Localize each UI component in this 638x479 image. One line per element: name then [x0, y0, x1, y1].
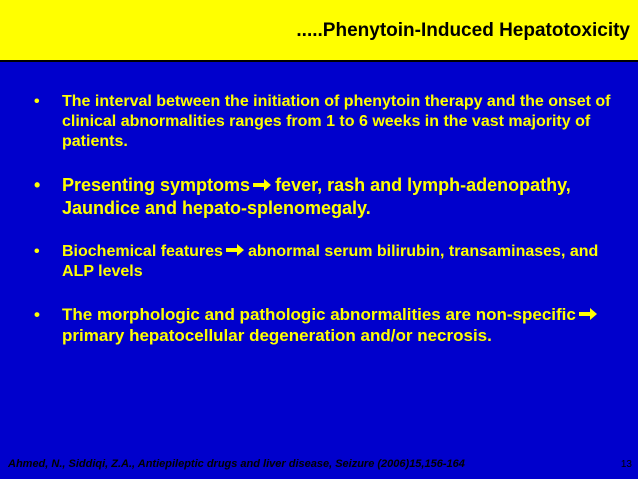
right-arrow-icon — [578, 307, 598, 321]
right-arrow-icon — [225, 243, 245, 257]
bullet-dot: • — [34, 305, 40, 324]
right-arrow-icon — [252, 178, 272, 192]
bullet-text: The interval between the initiation of phenytoin therapy and the onset of clinical abnormalities ranges from 1 to 6 weeks in the vast majority of patients. — [62, 93, 611, 150]
slide-title: .....Phenytoin-Induced Hepatotoxicity — [296, 20, 630, 41]
bullet-item — [32, 242, 612, 282]
page-number: 13 — [620, 459, 632, 470]
bullet-dot: • — [34, 243, 40, 260]
bullet-text: primary hepatocellular degeneration and/or necrosis. — [62, 326, 492, 345]
bullet-list — [32, 92, 612, 368]
title-bar — [0, 0, 638, 62]
bullet-item — [32, 92, 612, 152]
citation: Ahmed, N., Siddiqi, Z.A., Antiepileptic drugs and liver disease, Seizure (2006)15,156-164 — [8, 458, 465, 470]
bullet-text: abnormal serum bilirubin, transaminases, and ALP levels — [62, 243, 599, 280]
bullet-dot: • — [34, 93, 40, 110]
bullet-item — [32, 174, 612, 220]
bullet-text: The morphologic and pathologic abnormalities are non-specific — [62, 305, 576, 324]
bullet-text: fever, rash and lymph-adenopathy, Jaundice and hepato-splenomegaly. — [62, 175, 571, 218]
bullet-text: Presenting symptoms — [62, 175, 251, 195]
bullet-text: Biochemical features — [62, 243, 223, 260]
bullet-item — [32, 304, 612, 346]
bullet-dot: • — [34, 175, 41, 195]
